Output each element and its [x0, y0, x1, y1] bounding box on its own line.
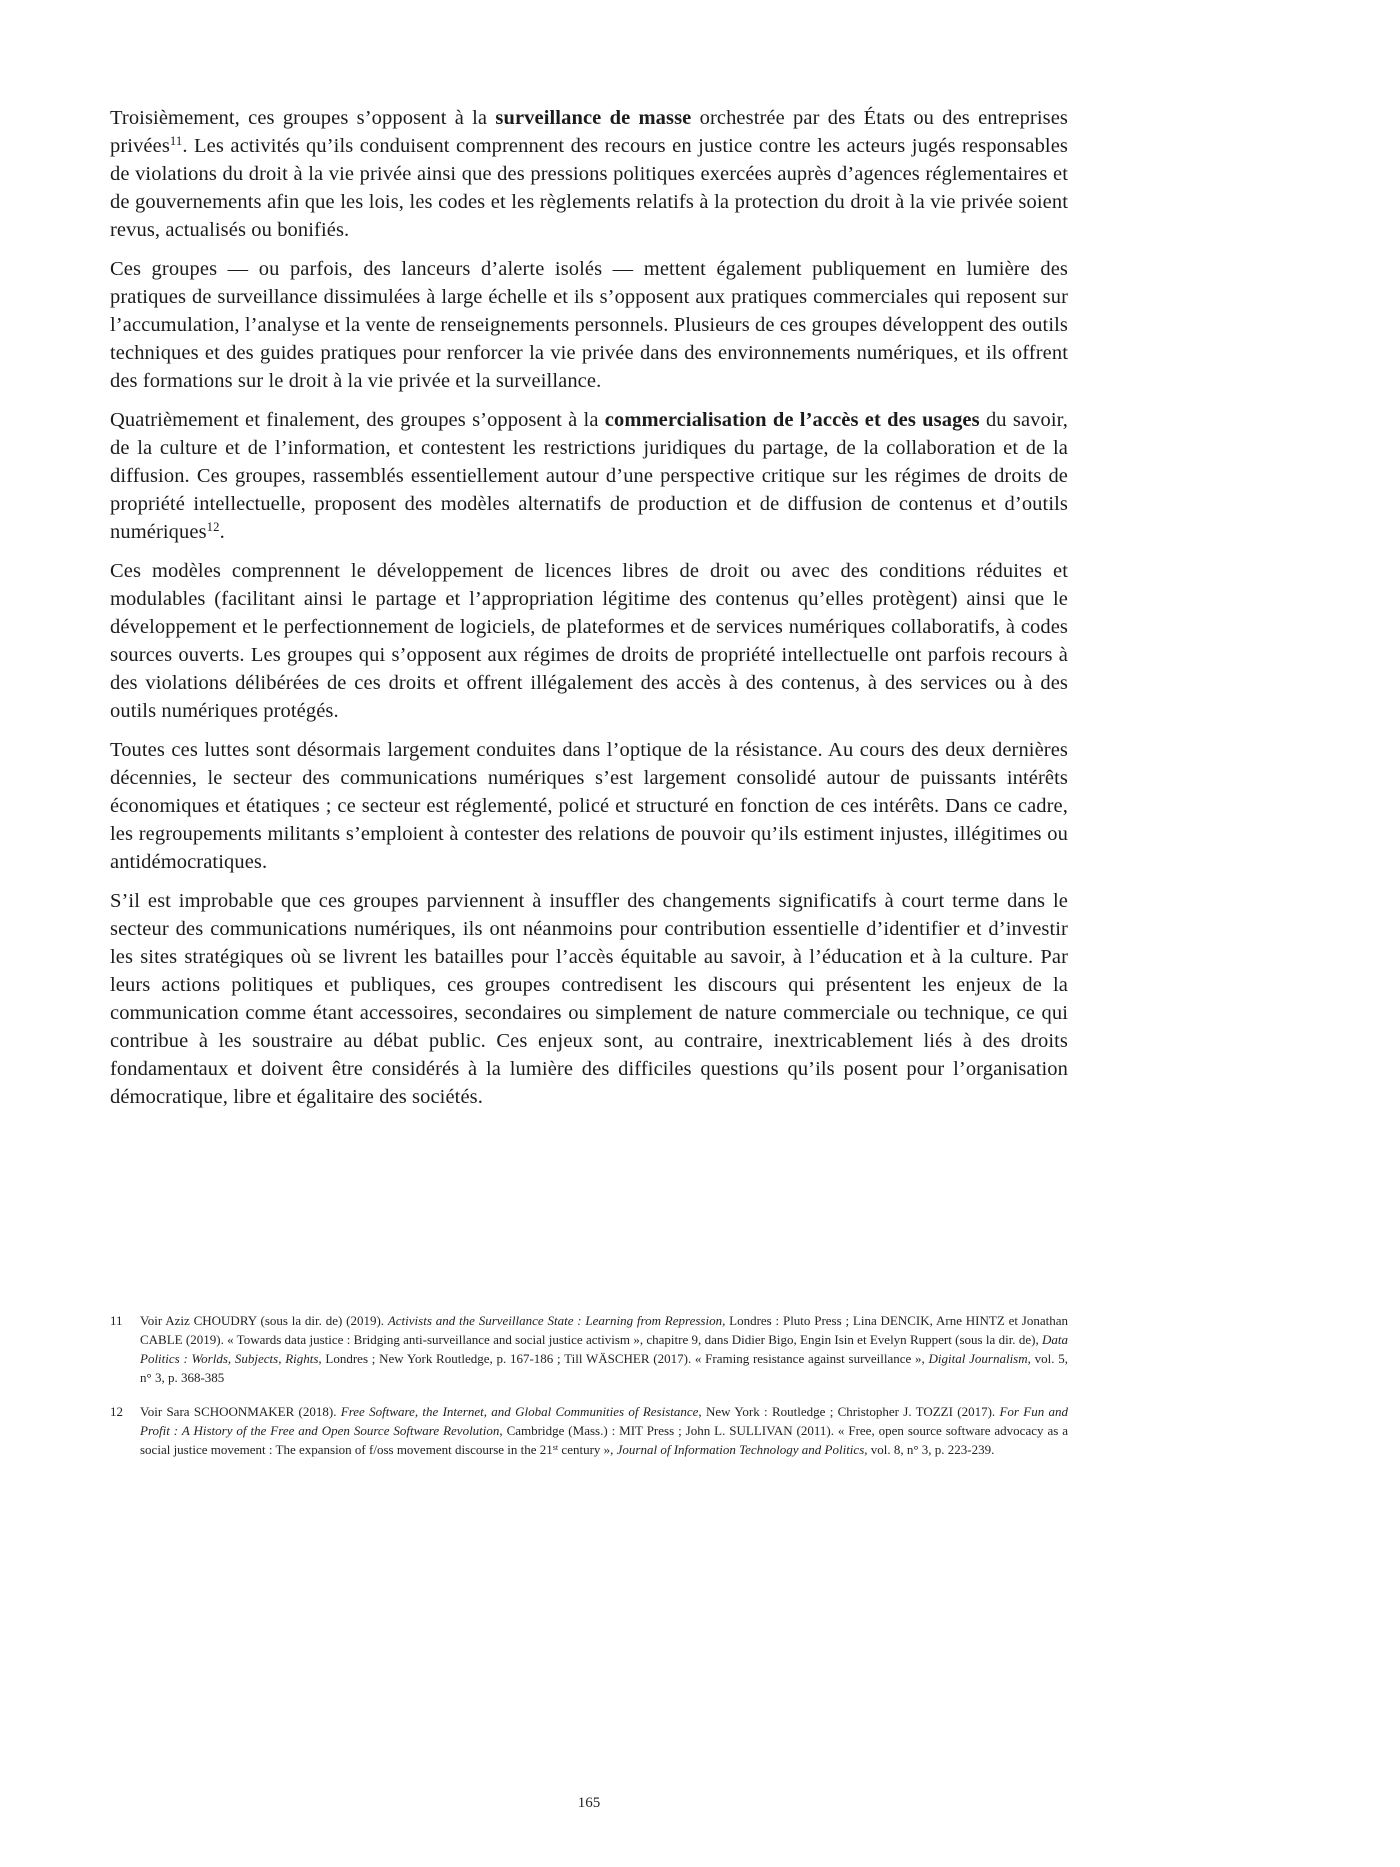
text-segment: Quatrièmement et finalement, des groupes s’opposent à la [110, 409, 605, 431]
text-segment: century », [558, 1442, 617, 1457]
paragraph [110, 736, 1068, 876]
body-text [110, 104, 1068, 1122]
text-segment: , vol. 5, n° 3, p. 368-385 [140, 1351, 1068, 1385]
text-segment: commercialisation de l’accès et des usages [604, 409, 980, 431]
footnote [110, 1311, 1068, 1387]
text-segment: Voir Aziz CHOUDRY (sous la dir. de) (2019). [140, 1313, 388, 1328]
text-segment: Journal of Information Technology and Politics [616, 1442, 865, 1457]
paragraph [110, 255, 1068, 395]
text-segment: Troisièmement, ces groupes s’opposent à la [110, 107, 496, 129]
footnote-number: 12 [110, 1404, 123, 1419]
footnotes [110, 1311, 1068, 1474]
text-segment: For Fun and Profit : A History of the Free and Open Source Software Revolution [140, 1404, 1069, 1438]
footnote-text [140, 1404, 1068, 1457]
text-segment: Activists and the Surveillance State : Learning from Repression [387, 1313, 723, 1328]
text-segment: , Cambridge (Mass.) : MIT Press ; John L. SULLIVAN (2011). « Free, open source software advocacy as a social justice movement : The expansion of f/oss movement discourse in the 21 [140, 1423, 1068, 1457]
text-segment: surveillance de masse [495, 107, 692, 129]
text-segment: , vol. 8, n° 3, p. 223-239. [864, 1442, 995, 1457]
text-segment: Free Software, the Internet, and Global Communities of Resistance [340, 1404, 699, 1419]
text-segment: Voir Sara SCHOONMAKER (2018). [140, 1404, 341, 1419]
text-segment: Ces modèles comprennent le développement de licences libres de droit ou avec des conditions réduites et modulables (facilitant ainsi le partage et l’appropriation légitime des contenus qu’elles protègent) ainsi que le développement et le perfectionnement de logiciels, de plateformes et de services numériques collaboratifs, à codes sources ouverts. Les groupes qui s’opposent aux régimes de droits de propriété intellectuelle ont parfois recours à des violations délibérées de ces droits et offrent illégalement des accès à des contenus, à des services ou à des outils numériques protégés. [110, 560, 1068, 722]
paragraph [110, 104, 1068, 244]
text-segment: . Les activités qu’ils conduisent comprennent des recours en justice contre les acteurs jugés responsables de violations du droit à la vie privée ainsi que des pressions politiques exercées auprès d’agences réglementaires et de gouvernements afin que les lois, les codes et les règlements relatifs à la protection du droit à la vie privée soient revus, actualisés ou bonifiés. [110, 135, 1068, 241]
text-segment: . [219, 521, 225, 543]
footnote-reference: 12 [206, 520, 220, 535]
text-segment: Digital Journalism [928, 1351, 1028, 1366]
footnote-reference: 11 [169, 134, 183, 149]
footnote-text [140, 1313, 1068, 1385]
page-number: 165 [577, 1795, 601, 1811]
text-segment: Ces groupes — ou parfois, des lanceurs d’alerte isolés — mettent également publiquement en lumière des pratiques de surveillance dissimulées à large échelle et ils s’opposent aux pratiques commerciales qui reposent sur l’accumulation, l’analyse et la vente de renseignements personnels. Plusieurs de ces groupes développent des outils techniques et des guides pratiques pour renforcer la vie privée dans des environnements numériques, et ils offrent des formations sur le droit à la vie privée et la surveillance. [110, 258, 1068, 392]
text-segment: Toutes ces luttes sont désormais largement conduites dans l’optique de la résistance. Au cours des deux dernières décennies, le secteur des communications numériques s’est largement consolidé autour de puissants intérêts économiques et étatiques ; ce secteur est réglementé, policé et structuré en fonction de ces intérêts. Dans ce cadre, les regroupements militants s’emploient à contester des relations de pouvoir qu’ils estiment injustes, illégitimes ou antidémocratiques. [110, 739, 1068, 873]
footnote [110, 1402, 1068, 1459]
text-segment: , Londres ; New York Routledge, p. 167-186 ; Till WÄSCHER (2017). « Framing resistance against surveillance », [318, 1351, 929, 1366]
text-segment: Data Politics : Worlds, Subjects, Rights [140, 1332, 1068, 1366]
footnote-number: 11 [110, 1313, 123, 1328]
text-segment: du savoir, de la culture et de l’information, et contestent les restrictions juridiques du partage, de la collaboration et de la diffusion. Ces groupes, rassemblés essentiellement autour d’une perspective critique sur les régimes de droits de propriété intellectuelle, proposent des modèles alternatifs de production et de diffusion de contenus et d’outils numériques [110, 409, 1068, 543]
text-segment: S’il est improbable que ces groupes parviennent à insuffler des changements significatifs à court terme dans le secteur des communications numériques, ils ont néanmoins pour contribution essentielle d’identifier et d’investir les sites stratégiques où se livrent les batailles pour l’accès équitable au savoir, à l’éducation et à la culture. Par leurs actions politiques et publiques, ces groupes contredisent les discours qui présentent les enjeux de la communication comme étant accessoires, secondaires ou simplement de nature commerciale ou technique, ce qui contribue à les soustraire au débat public. Ces enjeux sont, au contraire, inextricablement liés à des droits fondamentaux et doivent être considérés à la lumière des difficiles questions qu’ils posent pour l’organisation démocratique, libre et égalitaire des sociétés. [110, 890, 1068, 1108]
text-segment: orchestrée par des États ou des entreprises privées [110, 107, 1068, 157]
paragraph [110, 887, 1068, 1111]
text-segment: , Londres : Pluto Press ; Lina DENCIK, Arne HINTZ et Jonathan CABLE (2019). « Towards data justice : Bridging anti-surveillance and social justice activism », chapitre 9, dans Didier Bigo, Engin Isin et Evelyn Ruppert (sous la dir. de), [140, 1313, 1068, 1347]
footnote-reference: st [552, 1442, 559, 1452]
text-segment: , New York : Routledge ; Christopher J. TOZZI (2017). [698, 1404, 1000, 1419]
paragraph [110, 557, 1068, 725]
paragraph [110, 406, 1068, 546]
